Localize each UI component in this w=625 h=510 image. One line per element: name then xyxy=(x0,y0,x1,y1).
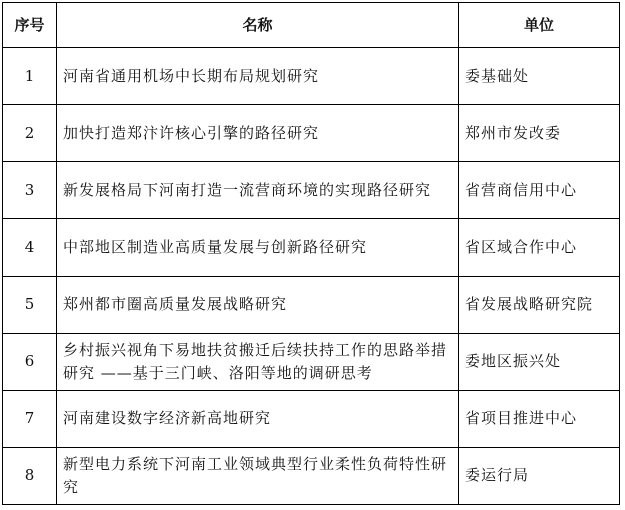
header-unit: 单位 xyxy=(459,3,620,48)
row-unit: 委基础处 xyxy=(459,48,620,105)
row-unit: 委地区振兴处 xyxy=(459,333,620,390)
row-name: 河南建设数字经济新高地研究 xyxy=(57,390,459,447)
research-topics-table xyxy=(2,2,620,505)
row-serial-number: 4 xyxy=(3,219,57,276)
row-unit: 委运行局 xyxy=(459,447,620,504)
table-row xyxy=(3,447,620,504)
table-row xyxy=(3,48,620,105)
row-serial-number: 7 xyxy=(3,390,57,447)
row-name: 新发展格局下河南打造一流营商环境的实现路径研究 xyxy=(57,162,459,219)
row-serial-number: 8 xyxy=(3,447,57,504)
row-name: 河南省通用机场中长期布局规划研究 xyxy=(57,48,459,105)
table-row xyxy=(3,105,620,162)
row-name: 中部地区制造业高质量发展与创新路径研究 xyxy=(57,219,459,276)
header-serial-number: 序号 xyxy=(3,3,57,48)
table-row xyxy=(3,219,620,276)
row-unit: 省区域合作中心 xyxy=(459,219,620,276)
table-row xyxy=(3,390,620,447)
row-unit: 省发展战略研究院 xyxy=(459,276,620,333)
row-name: 新型电力系统下河南工业领域典型行业柔性负荷特性研究 xyxy=(57,447,459,504)
row-serial-number: 1 xyxy=(3,48,57,105)
row-unit: 省项目推进中心 xyxy=(459,390,620,447)
table-row xyxy=(3,276,620,333)
row-name: 乡村振兴视角下易地扶贫搬迁后续扶持工作的思路举措研究 ——基于三门峡、洛阳等地的调研思考 xyxy=(57,333,459,390)
table-row xyxy=(3,162,620,219)
row-name: 加快打造郑汴许核心引擎的路径研究 xyxy=(57,105,459,162)
row-name: 郑州都市圈高质量发展战略研究 xyxy=(57,276,459,333)
row-unit: 郑州市发改委 xyxy=(459,105,620,162)
row-unit: 省营商信用中心 xyxy=(459,162,620,219)
row-serial-number: 5 xyxy=(3,276,57,333)
table-header-row xyxy=(3,3,620,48)
row-serial-number: 6 xyxy=(3,333,57,390)
row-serial-number: 2 xyxy=(3,105,57,162)
header-name: 名称 xyxy=(57,3,459,48)
row-serial-number: 3 xyxy=(3,162,57,219)
table-row xyxy=(3,333,620,390)
